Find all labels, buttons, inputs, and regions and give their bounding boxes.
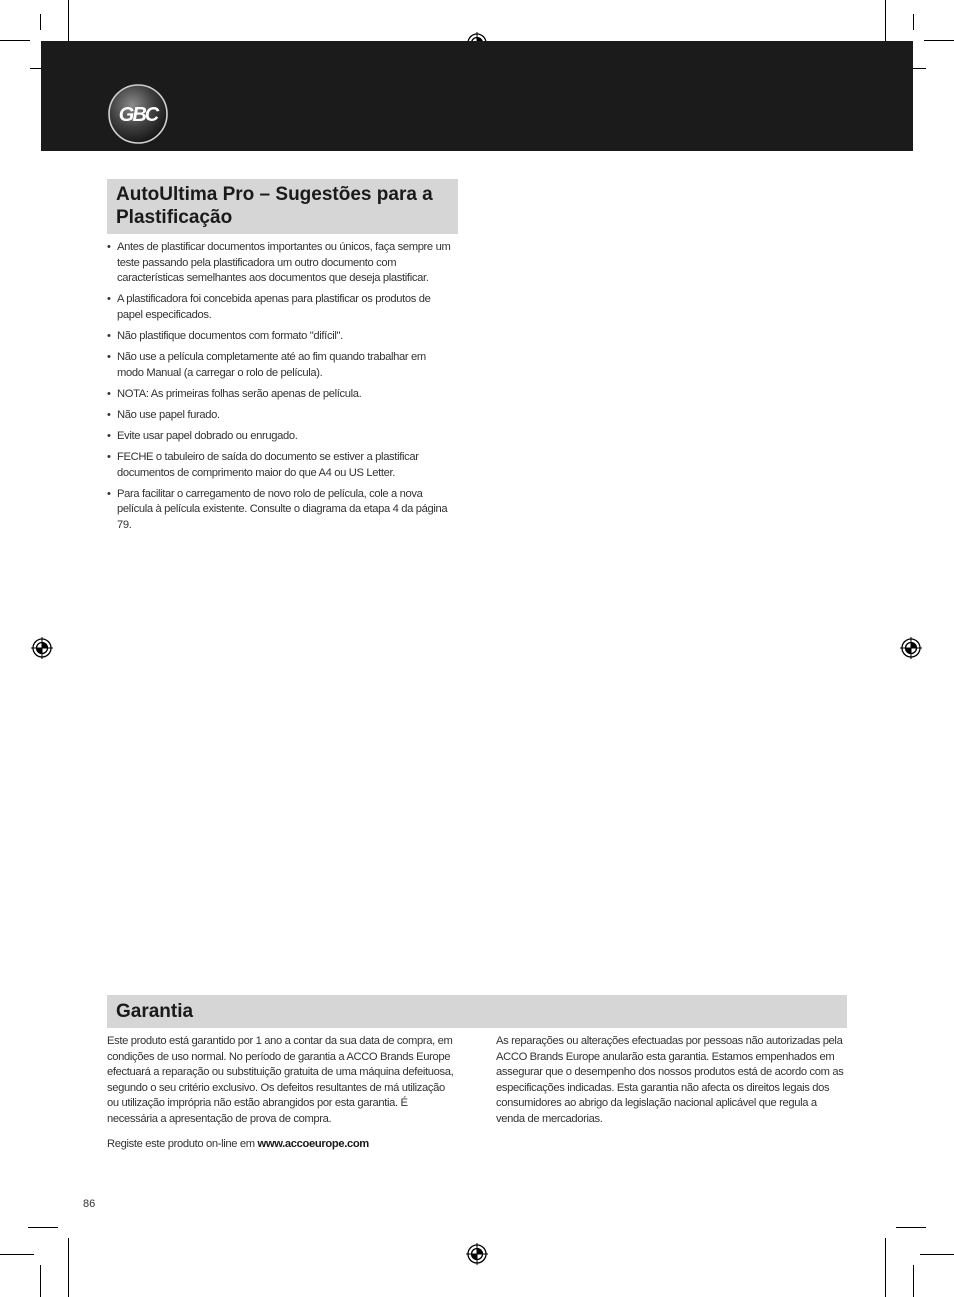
warranty-right-column [496, 1034, 848, 1137]
logo-text: GBC [118, 104, 158, 126]
list-item: • Não plastifique documentos com formato "difícil". [107, 329, 455, 345]
list-item: • Evite usar papel dobrado ou enrugado. [107, 429, 455, 445]
register-line [107, 1137, 455, 1153]
warranty-section-title: Garantia [107, 995, 847, 1028]
warranty-paragraph: As reparações ou alterações efectuadas por pessoas não autorizadas pela ACCO Brands Europe anularão esta garantia. Estamos empenhados em assegurar que o desempenho dos nossos produtos está de acordo com as especificações indicadas. Esta garantia não afecta os direitos legais dos consumidores ao abrigo da legislação nacional aplicável que regula a venda de mercadorias. [496, 1035, 844, 1125]
registration-mark-icon [31, 637, 53, 659]
list-item: • Antes de plastificar documentos importantes ou únicos, faça sempre um teste passando pela plastificadora um outro documento com características semelhantes aos documentos que deseja plastificar. [107, 240, 455, 287]
registration-mark-icon [900, 637, 922, 659]
gbc-logo-icon [107, 83, 169, 145]
tips-section-title: AutoUltima Pro – Sugestões para a Plastificação [107, 179, 458, 234]
register-text: Registe este produto on-line em [107, 1137, 258, 1150]
warranty-left-column [107, 1034, 455, 1161]
list-item: • Não use a película completamente até ao fim quando trabalhar em modo Manual (a carregar o rolo de película). [107, 350, 455, 381]
header-band [41, 41, 913, 151]
list-item: • Não use papel furado. [107, 408, 455, 424]
tips-list [107, 240, 455, 539]
register-link[interactable]: www.accoeurope.com [257, 1137, 369, 1150]
warranty-paragraph: Este produto está garantido por 1 ano a contar da sua data de compra, em condições de uso normal. No período de garantia a ACCO Brands Europe efectuará a reparação ou substituição gratuita de uma máquina defeituosa, segundo o seu critério exclusivo. Os defeitos resultantes de má utilização ou utilização imprópria não estão abrangidos por esta garantia. É necessária a apresentação de prova de compra. [107, 1035, 454, 1125]
list-item: • Para facilitar o carregamento de novo rolo de película, cole a nova película à película existente. Consulte o diagrama da etapa 4 da página 79. [107, 487, 455, 534]
list-item: • A plastificadora foi concebida apenas para plastificar os produtos de papel especificados. [107, 292, 455, 323]
list-item: • FECHE o tabuleiro de saída do documento se estiver a plastificar documentos de comprimento maior do que A4 ou US Letter. [107, 450, 455, 481]
page-number: 86 [83, 1198, 96, 1210]
registration-mark-icon [466, 1243, 488, 1265]
list-item: • NOTA: As primeiras folhas serão apenas de película. [107, 387, 455, 403]
